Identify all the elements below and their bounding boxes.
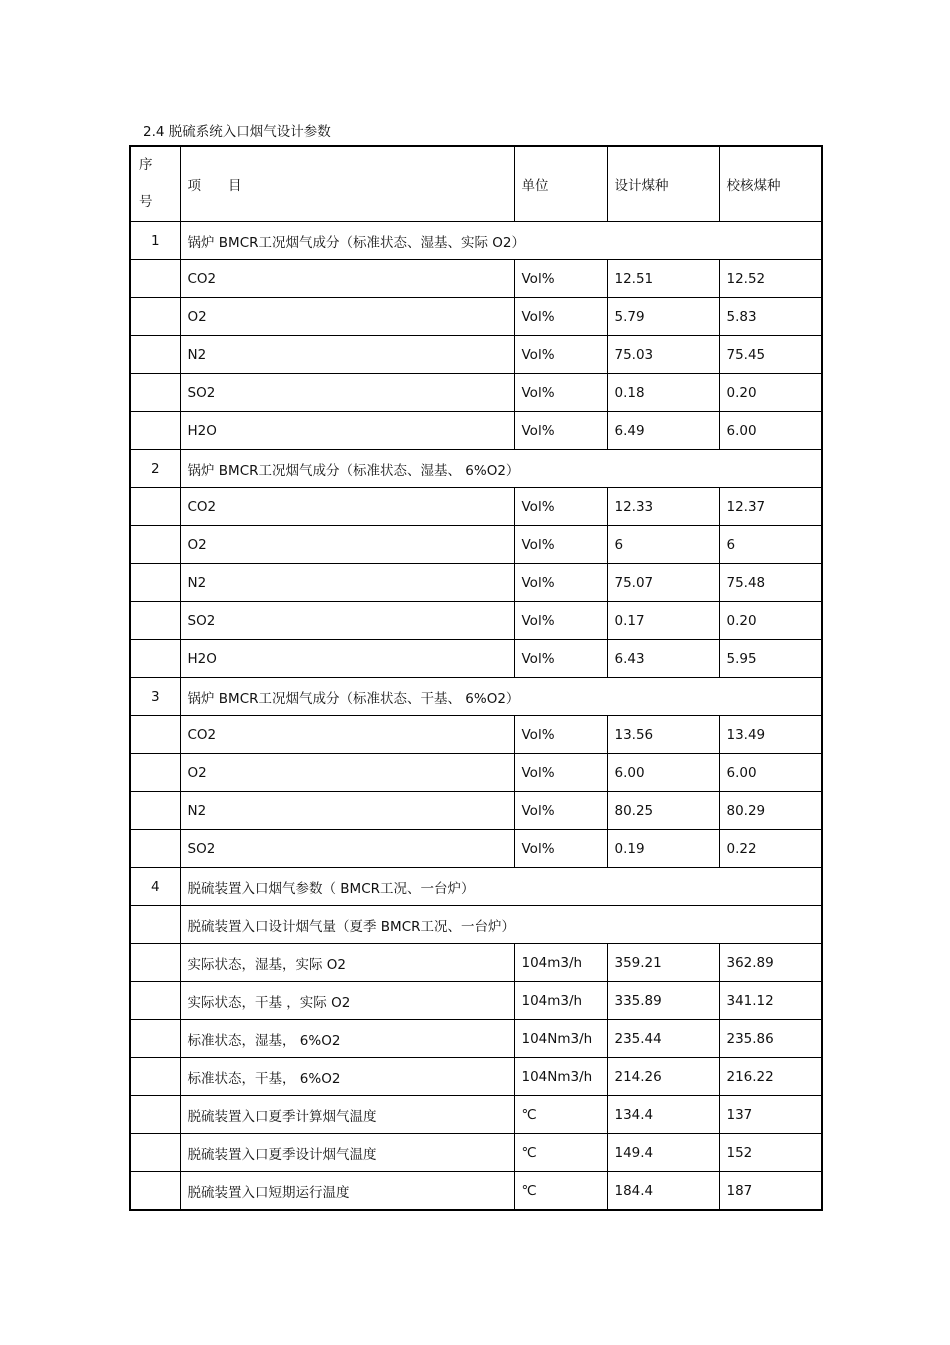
table-row xyxy=(130,602,822,640)
table-row xyxy=(130,1172,822,1211)
row-design-value: 75.03 xyxy=(607,336,719,374)
table-row xyxy=(130,1096,822,1134)
row-design-value: 184.4 xyxy=(607,1172,719,1211)
row-item: CO2 xyxy=(180,716,514,754)
row-unit: 104Nm3/h xyxy=(514,1058,607,1096)
row-design-value: 12.51 xyxy=(607,260,719,298)
row-index xyxy=(130,564,180,602)
row-design-value: 6.00 xyxy=(607,754,719,792)
header-item: 项 目 xyxy=(180,146,514,222)
row-unit: Vol% xyxy=(514,336,607,374)
row-item: O2 xyxy=(180,298,514,336)
row-unit: Vol% xyxy=(514,640,607,678)
row-check-value: 6.00 xyxy=(719,754,822,792)
row-design-value: 5.79 xyxy=(607,298,719,336)
row-check-value: 0.20 xyxy=(719,602,822,640)
row-unit: 104m3/h xyxy=(514,982,607,1020)
table-row xyxy=(130,830,822,868)
header-design: 设计煤种 xyxy=(607,146,719,222)
row-design-value: 235.44 xyxy=(607,1020,719,1058)
row-check-value: 362.89 xyxy=(719,944,822,982)
row-item: 脱硫装置入口夏季设计烟气温度 xyxy=(180,1134,514,1172)
row-design-value: 12.33 xyxy=(607,488,719,526)
row-check-value: 5.95 xyxy=(719,640,822,678)
row-check-value: 13.49 xyxy=(719,716,822,754)
row-index xyxy=(130,982,180,1020)
table-row xyxy=(130,1020,822,1058)
row-index: 4 xyxy=(130,868,180,906)
table-row xyxy=(130,298,822,336)
row-item: 标准状态，干基， 6%O2 xyxy=(180,1058,514,1096)
row-check-value: 152 xyxy=(719,1134,822,1172)
table-row xyxy=(130,640,822,678)
row-item: SO2 xyxy=(180,602,514,640)
section-label: 锅炉 BMCR工况烟气成分（标准状态、干基、 6%O2） xyxy=(180,678,822,716)
table-row xyxy=(130,260,822,298)
header-index-line1: 序 xyxy=(139,157,153,173)
section-row xyxy=(130,450,822,488)
row-check-value: 187 xyxy=(719,1172,822,1211)
row-index xyxy=(130,526,180,564)
row-design-value: 134.4 xyxy=(607,1096,719,1134)
row-item: O2 xyxy=(180,754,514,792)
row-unit: Vol% xyxy=(514,564,607,602)
row-check-value: 137 xyxy=(719,1096,822,1134)
row-design-value: 13.56 xyxy=(607,716,719,754)
row-item: H2O xyxy=(180,412,514,450)
row-check-value: 0.22 xyxy=(719,830,822,868)
row-unit: Vol% xyxy=(514,830,607,868)
row-item: CO2 xyxy=(180,260,514,298)
row-unit: Vol% xyxy=(514,754,607,792)
row-index xyxy=(130,754,180,792)
table-row xyxy=(130,336,822,374)
row-check-value: 6 xyxy=(719,526,822,564)
table-row xyxy=(130,526,822,564)
row-unit: ℃ xyxy=(514,1096,607,1134)
row-design-value: 75.07 xyxy=(607,564,719,602)
row-index xyxy=(130,602,180,640)
header-unit: 单位 xyxy=(514,146,607,222)
section-heading: 2.4 脱硫系统入口烟气设计参数 xyxy=(143,124,331,140)
row-check-value: 6.00 xyxy=(719,412,822,450)
row-unit: Vol% xyxy=(514,602,607,640)
row-check-value: 12.37 xyxy=(719,488,822,526)
row-index xyxy=(130,412,180,450)
row-index xyxy=(130,830,180,868)
row-unit: Vol% xyxy=(514,526,607,564)
row-index: 1 xyxy=(130,222,180,260)
table-row xyxy=(130,792,822,830)
row-index xyxy=(130,1172,180,1211)
section-label: 锅炉 BMCR工况烟气成分（标准状态、湿基、实际 O2） xyxy=(180,222,822,260)
row-unit: Vol% xyxy=(514,412,607,450)
header-index xyxy=(130,146,180,222)
row-check-value: 75.48 xyxy=(719,564,822,602)
row-index: 3 xyxy=(130,678,180,716)
table-row xyxy=(130,754,822,792)
row-item: CO2 xyxy=(180,488,514,526)
row-item: 脱硫装置入口短期运行温度 xyxy=(180,1172,514,1211)
row-index xyxy=(130,716,180,754)
table-row xyxy=(130,1134,822,1172)
row-design-value: 80.25 xyxy=(607,792,719,830)
row-design-value: 214.26 xyxy=(607,1058,719,1096)
section-row xyxy=(130,678,822,716)
row-design-value: 6 xyxy=(607,526,719,564)
row-index xyxy=(130,374,180,412)
row-item: 实际状态，干基 ，实际 O2 xyxy=(180,982,514,1020)
row-check-value: 75.45 xyxy=(719,336,822,374)
row-design-value: 359.21 xyxy=(607,944,719,982)
row-check-value: 12.52 xyxy=(719,260,822,298)
table-row xyxy=(130,374,822,412)
row-index xyxy=(130,298,180,336)
row-design-value: 6.43 xyxy=(607,640,719,678)
row-index xyxy=(130,1058,180,1096)
row-index: 2 xyxy=(130,450,180,488)
row-design-value: 0.18 xyxy=(607,374,719,412)
row-index xyxy=(130,1134,180,1172)
header-index-line2: 号 xyxy=(139,194,153,210)
row-unit: 104Nm3/h xyxy=(514,1020,607,1058)
section-label: 脱硫装置入口烟气参数（ BMCR工况、一台炉） xyxy=(180,868,822,906)
row-index xyxy=(130,1096,180,1134)
row-item: SO2 xyxy=(180,830,514,868)
section-label: 锅炉 BMCR工况烟气成分（标准状态、湿基、 6%O2） xyxy=(180,450,822,488)
row-check-value: 341.12 xyxy=(719,982,822,1020)
row-unit: Vol% xyxy=(514,260,607,298)
row-design-value: 6.49 xyxy=(607,412,719,450)
table-row xyxy=(130,1058,822,1096)
table-row xyxy=(130,564,822,602)
row-item: 标准状态，湿基， 6%O2 xyxy=(180,1020,514,1058)
row-unit: Vol% xyxy=(514,716,607,754)
flue-gas-parameter-table xyxy=(129,145,823,1211)
row-item: N2 xyxy=(180,792,514,830)
row-item: N2 xyxy=(180,336,514,374)
row-unit: Vol% xyxy=(514,374,607,412)
table-header-row xyxy=(130,146,822,222)
header-check: 校核煤种 xyxy=(719,146,822,222)
row-index xyxy=(130,640,180,678)
row-index xyxy=(130,1020,180,1058)
row-item: O2 xyxy=(180,526,514,564)
row-unit: ℃ xyxy=(514,1134,607,1172)
row-item: 脱硫装置入口夏季计算烟气温度 xyxy=(180,1096,514,1134)
table-row xyxy=(130,488,822,526)
row-index xyxy=(130,792,180,830)
row-design-value: 335.89 xyxy=(607,982,719,1020)
row-index xyxy=(130,488,180,526)
row-item: H2O xyxy=(180,640,514,678)
row-unit: ℃ xyxy=(514,1172,607,1211)
row-item: SO2 xyxy=(180,374,514,412)
row-index xyxy=(130,944,180,982)
section-row xyxy=(130,906,822,944)
row-index xyxy=(130,260,180,298)
row-check-value: 0.20 xyxy=(719,374,822,412)
table-row xyxy=(130,982,822,1020)
row-check-value: 80.29 xyxy=(719,792,822,830)
section-row xyxy=(130,868,822,906)
row-check-value: 5.83 xyxy=(719,298,822,336)
row-item: N2 xyxy=(180,564,514,602)
row-design-value: 0.19 xyxy=(607,830,719,868)
section-row xyxy=(130,222,822,260)
row-unit: Vol% xyxy=(514,298,607,336)
row-index xyxy=(130,336,180,374)
table-row xyxy=(130,412,822,450)
row-index xyxy=(130,906,180,944)
row-check-value: 216.22 xyxy=(719,1058,822,1096)
row-unit: 104m3/h xyxy=(514,944,607,982)
row-design-value: 0.17 xyxy=(607,602,719,640)
table-row xyxy=(130,944,822,982)
section-label: 脱硫装置入口设计烟气量（夏季 BMCR工况、一台炉） xyxy=(180,906,822,944)
row-check-value: 235.86 xyxy=(719,1020,822,1058)
row-unit: Vol% xyxy=(514,488,607,526)
table-row xyxy=(130,716,822,754)
row-unit: Vol% xyxy=(514,792,607,830)
row-item: 实际状态，湿基，实际 O2 xyxy=(180,944,514,982)
row-design-value: 149.4 xyxy=(607,1134,719,1172)
